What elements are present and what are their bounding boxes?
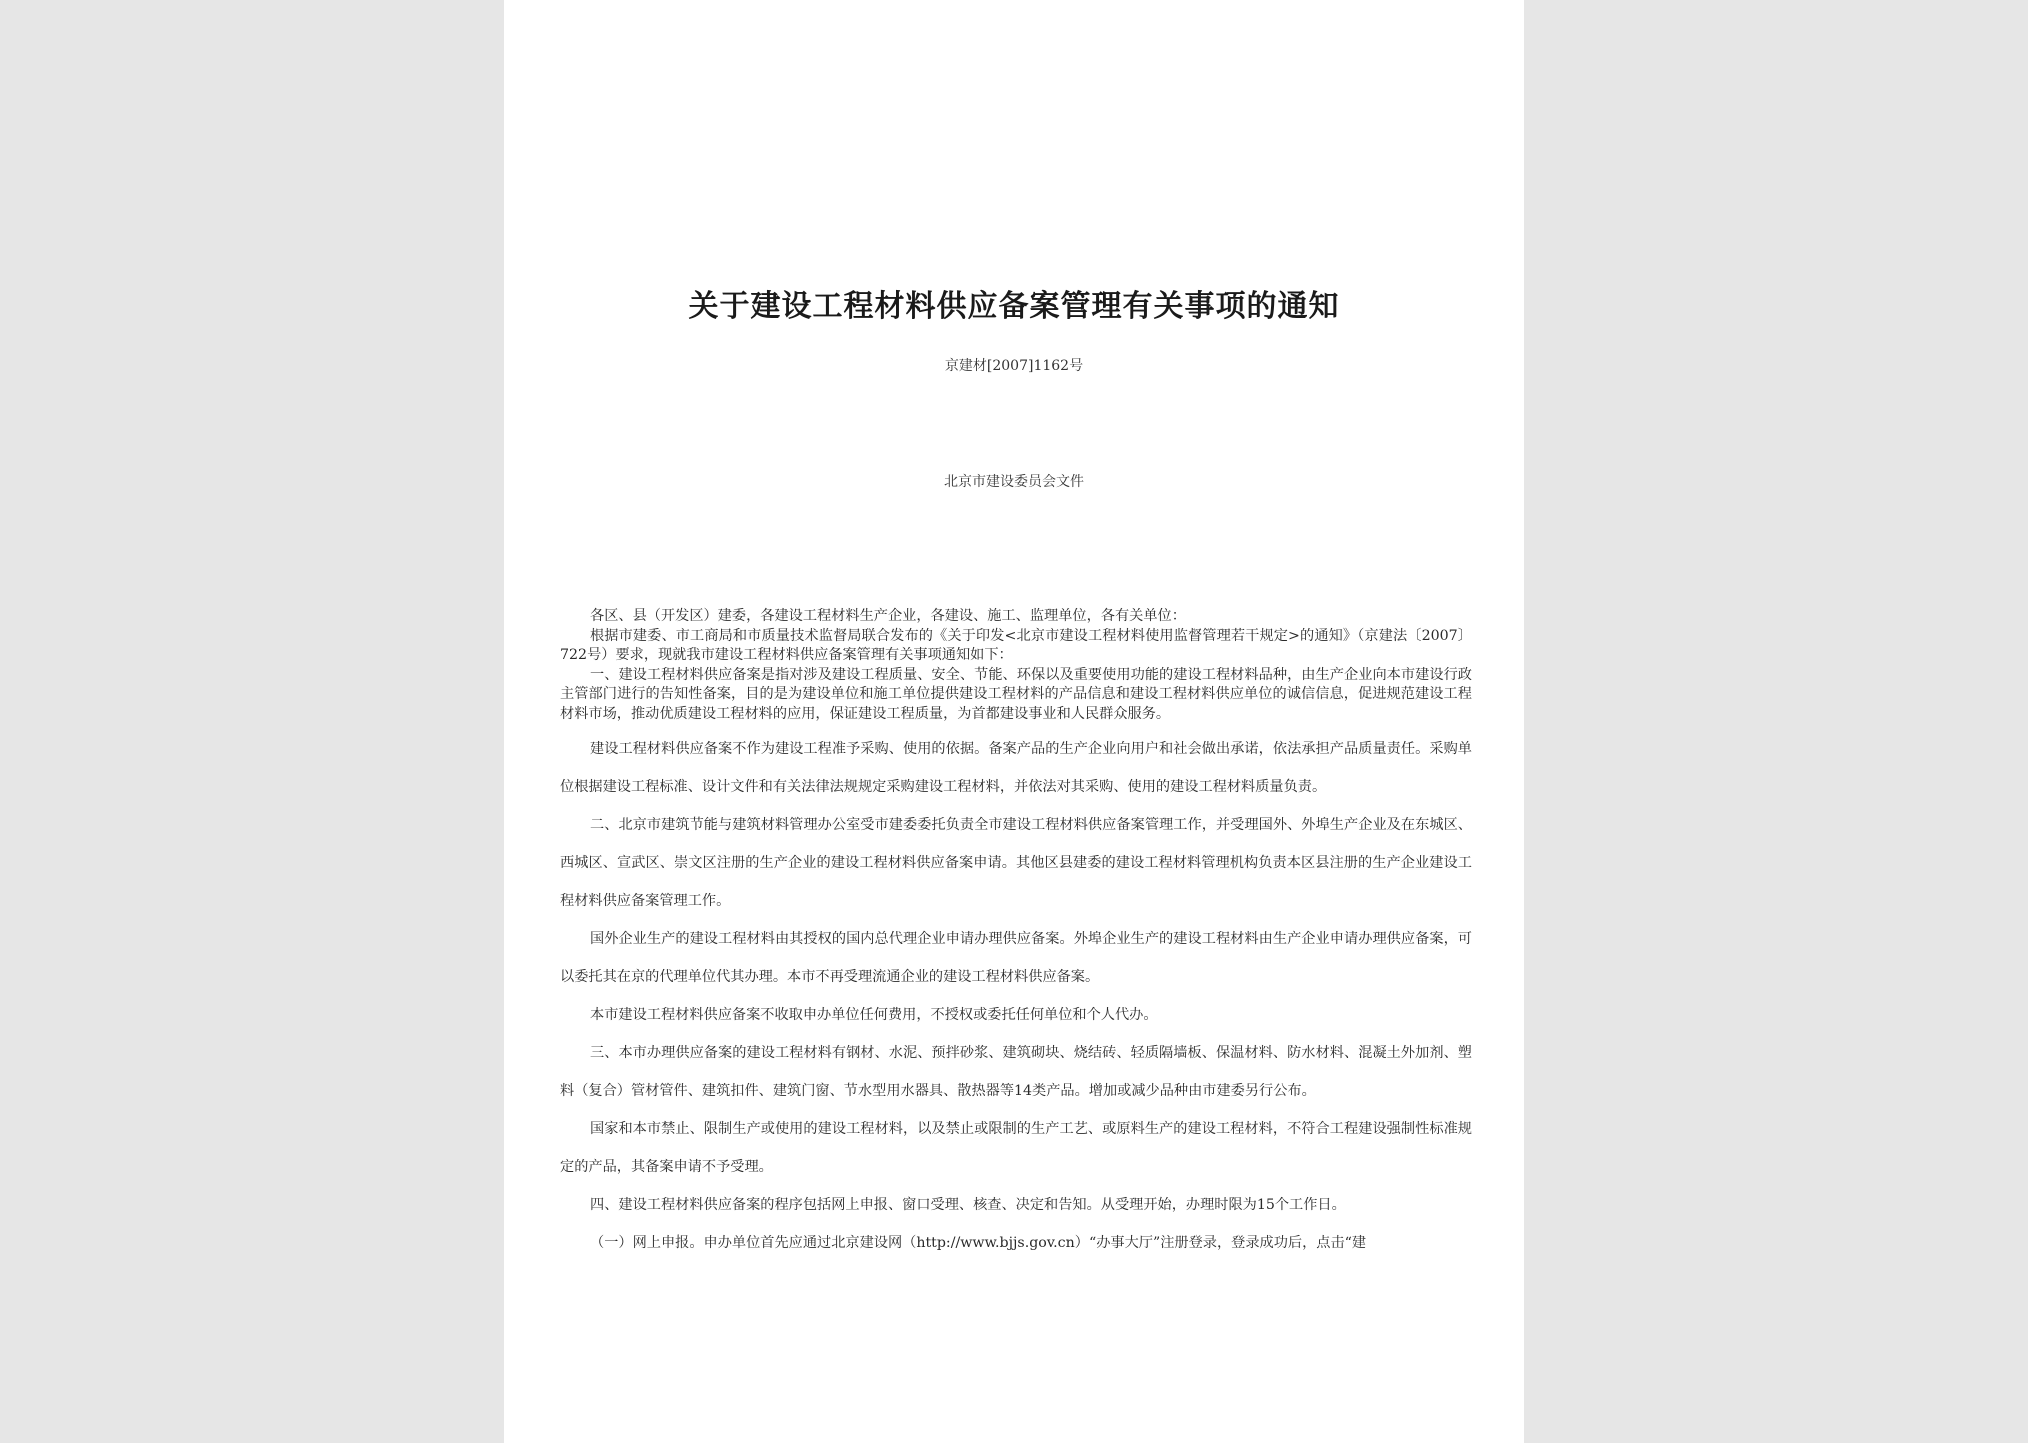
body-paragraph: （一）网上申报。申办单位首先应通过北京建设网（http://www.bjjs.gov.cn）“办事大厅”注册登录，登录成功后，点击“建 [590,1235,1367,1251]
body-paragraph: 二、北京市建筑节能与建筑材料管理办公室受市建委委托负责全市建设工程材料供应备案管理工作，并受理国外、外埠生产企业及在东城区、西城区、宣武区、崇文区注册的生产企业的建设工程材料供应备案申请。其他区县建委的建设工程材料管理机构负责本区县注册的生产企业建设工程材料供应备案管理工作。 [560,817,1472,909]
document-number: 京建材[2007]1162号 [944,358,1084,374]
body-paragraph: 建设工程材料供应备案不作为建设工程准予采购、使用的依据。备案产品的生产企业向用户和社会做出承诺，依法承担产品质量责任。采购单位根据建设工程标准、设计文件和有关法律法规规定采购建设工程材料，并依法对其采购、使用的建设工程材料质量负责。 [560,741,1472,795]
document-issuer: 北京市建设委员会文件 [944,474,1084,490]
salutation-paragraph: 各区、县（开发区）建委，各建设工程材料生产企业，各建设、施工、监理单位，各有关单位： [590,608,1186,624]
body-paragraph: 四、建设工程材料供应备案的程序包括网上申报、窗口受理、核查、决定和告知。从受理开始，办理时限为15个工作日。 [590,1197,1346,1213]
body-paragraph: 根据市建委、市工商局和市质量技术监督局联合发布的《关于印发<北京市建设工程材料使用监督管理若干规定>的通知》（京建法〔2007〕722号）要求，现就我市建设工程材料供应备案管理有关事项通知如下： [560,627,1472,663]
document-body [560,607,1472,1262]
body-paragraph: 三、本市办理供应备案的建设工程材料有钢材、水泥、预拌砂浆、建筑砌块、烧结砖、轻质隔墙板、保温材料、防水材料、混凝土外加剂、塑料（复合）管材管件、建筑扣件、建筑门窗、节水型用水器具、散热器等14类产品。增加或减少品种由市建委另行公布。 [560,1045,1472,1099]
body-paragraph: 本市建设工程材料供应备案不收取申办单位任何费用，不授权或委托任何单位和个人代办。 [590,1007,1158,1023]
body-paragraph: 一、建设工程材料供应备案是指对涉及建设工程质量、安全、节能、环保以及重要使用功能的建设工程材料品种，由生产企业向本市建设行政主管部门进行的告知性备案，目的是为建设单位和施工单位提供建设工程材料的产品信息和建设工程材料供应单位的诚信信息，促进规范建设工程材料市场，推动优质建设工程材料的应用，保证建设工程质量，为首都建设事业和人民群众服务。 [560,666,1472,722]
document-page [504,0,1524,1443]
body-paragraph: 国家和本市禁止、限制生产或使用的建设工程材料，以及禁止或限制的生产工艺、或原料生产的建设工程材料，不符合工程建设强制性标准规定的产品，其备案申请不予受理。 [560,1121,1472,1175]
body-paragraph: 国外企业生产的建设工程材料由其授权的国内总代理企业申请办理供应备案。外埠企业生产的建设工程材料由生产企业申请办理供应备案，可以委托其在京的代理单位代其办理。本市不再受理流通企业的建设工程材料供应备案。 [560,931,1472,985]
document-title: 关于建设工程材料供应备案管理有关事项的通知 [688,289,1340,324]
